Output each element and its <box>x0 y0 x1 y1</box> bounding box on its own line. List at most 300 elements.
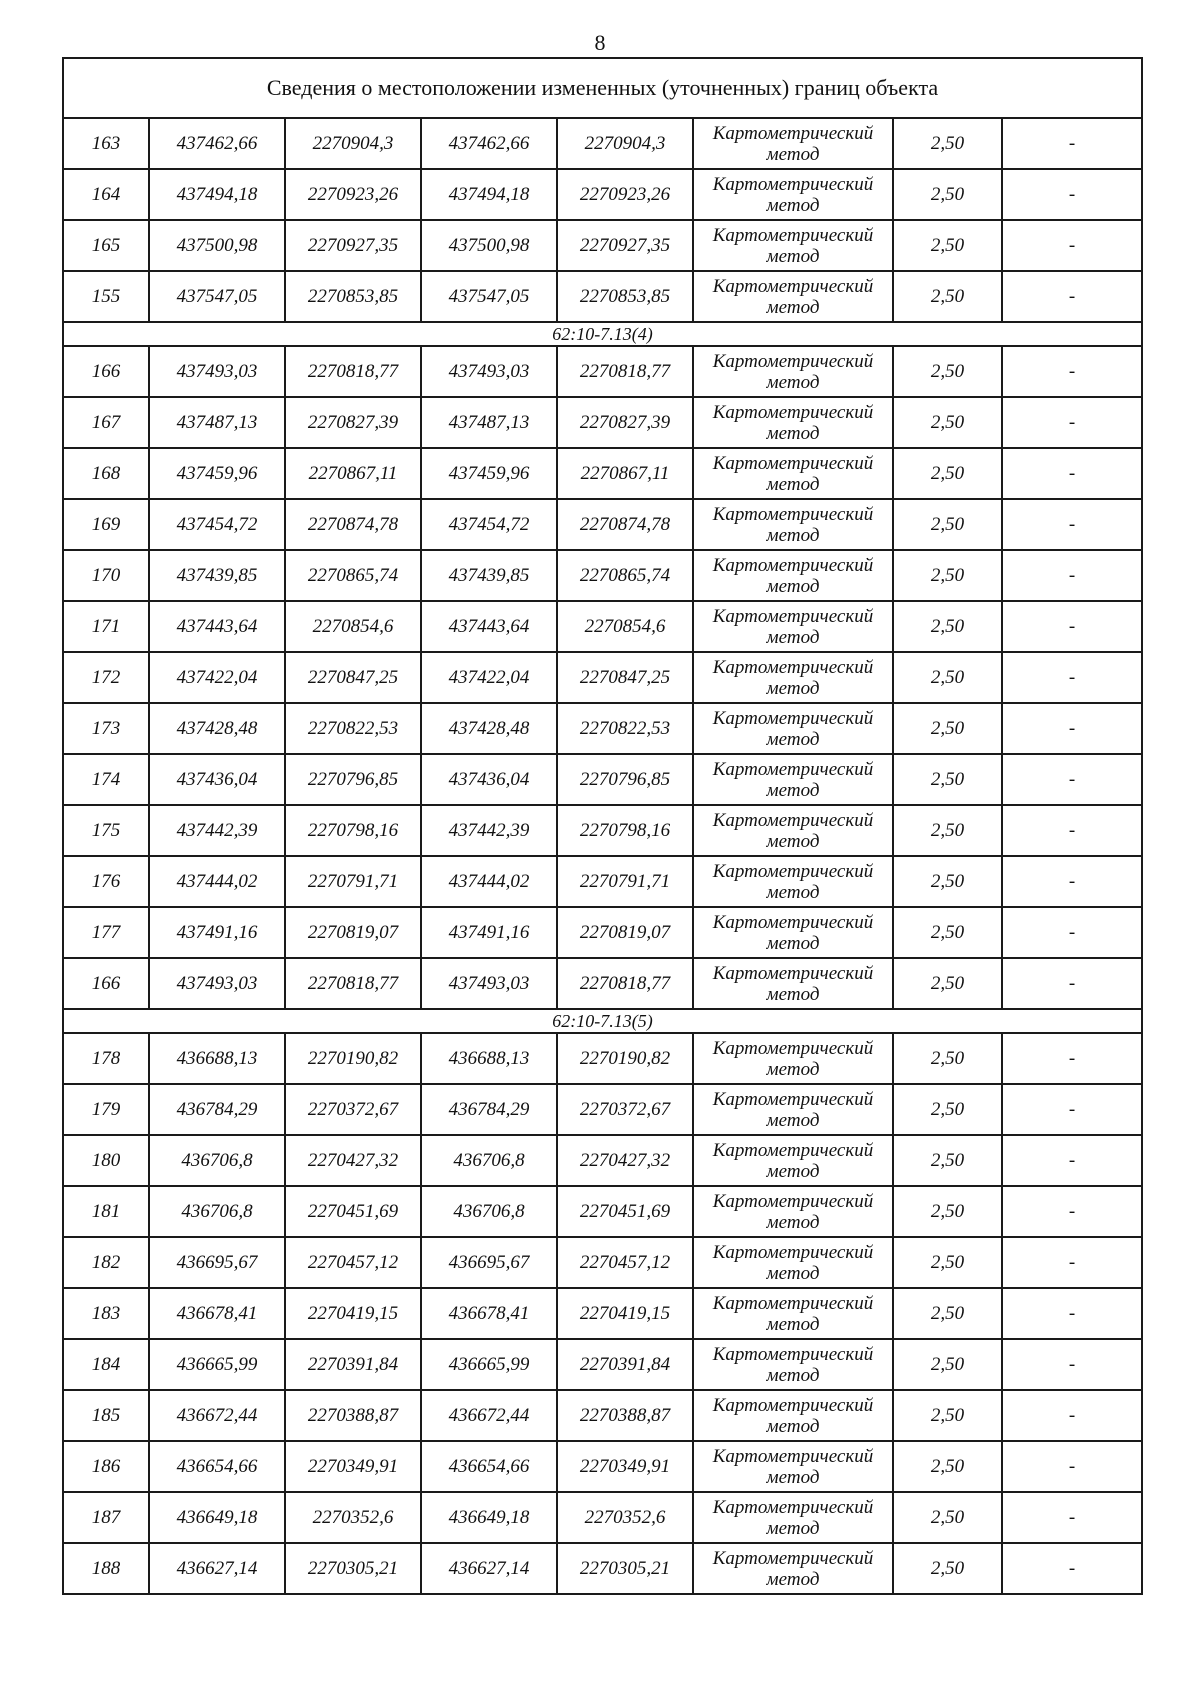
method-text-line: Картометрический <box>712 350 874 372</box>
y-refined-cell: 2270372,67 <box>557 1084 693 1135</box>
point-number-cell: 164 <box>63 169 149 220</box>
point-number-cell: 169 <box>63 499 149 550</box>
accuracy-cell: 2,50 <box>893 397 1002 448</box>
accuracy-cell: 2,50 <box>893 448 1002 499</box>
note-cell: - <box>1002 550 1142 601</box>
method-text-line: метод <box>766 575 820 597</box>
point-number-cell: 180 <box>63 1135 149 1186</box>
table-row <box>63 499 1142 550</box>
method-text-line: метод <box>766 932 820 954</box>
y-refined-cell: 2270827,39 <box>557 397 693 448</box>
method-text-line: метод <box>766 1517 820 1539</box>
accuracy-cell: 2,50 <box>893 1492 1002 1543</box>
x-existing-cell: 437547,05 <box>149 271 285 322</box>
y-existing-cell: 2270796,85 <box>285 754 421 805</box>
table-row <box>63 1492 1142 1543</box>
y-existing-cell: 2270853,85 <box>285 271 421 322</box>
table-row <box>63 220 1142 271</box>
method-text-line: метод <box>766 245 820 267</box>
note-cell: - <box>1002 169 1142 220</box>
x-refined-cell: 437462,66 <box>421 118 557 169</box>
accuracy-cell: 2,50 <box>893 346 1002 397</box>
x-refined-cell: 436627,14 <box>421 1543 557 1594</box>
method-cell <box>693 652 893 703</box>
note-cell: - <box>1002 601 1142 652</box>
method-text-line: Картометрический <box>712 707 874 729</box>
note-cell: - <box>1002 1339 1142 1390</box>
x-refined-cell: 436706,8 <box>421 1186 557 1237</box>
y-existing-cell: 2270798,16 <box>285 805 421 856</box>
table-title: Сведения о местоположении измененных (уточненных) границ объекта <box>63 58 1142 118</box>
x-refined-cell: 437443,64 <box>421 601 557 652</box>
method-text-line: Картометрический <box>712 401 874 423</box>
accuracy-cell: 2,50 <box>893 601 1002 652</box>
note-cell: - <box>1002 1033 1142 1084</box>
accuracy-cell: 2,50 <box>893 1543 1002 1594</box>
x-refined-cell: 436654,66 <box>421 1441 557 1492</box>
y-refined-cell: 2270819,07 <box>557 907 693 958</box>
y-refined-cell: 2270927,35 <box>557 220 693 271</box>
note-cell: - <box>1002 346 1142 397</box>
y-refined-cell: 2270818,77 <box>557 346 693 397</box>
x-refined-cell: 436672,44 <box>421 1390 557 1441</box>
x-refined-cell: 437428,48 <box>421 703 557 754</box>
table-row <box>63 271 1142 322</box>
method-cell <box>693 1084 893 1135</box>
x-existing-cell: 437454,72 <box>149 499 285 550</box>
contour-group-row <box>63 1009 1142 1033</box>
y-existing-cell: 2270427,32 <box>285 1135 421 1186</box>
y-existing-cell: 2270349,91 <box>285 1441 421 1492</box>
table-row <box>63 1084 1142 1135</box>
note-cell: - <box>1002 499 1142 550</box>
method-text-line: Картометрический <box>712 1547 874 1569</box>
accuracy-cell: 2,50 <box>893 1288 1002 1339</box>
x-refined-cell: 436784,29 <box>421 1084 557 1135</box>
method-text-line: Картометрический <box>712 1190 874 1212</box>
method-text-line: Картометрический <box>712 809 874 831</box>
x-existing-cell: 437487,13 <box>149 397 285 448</box>
method-cell <box>693 271 893 322</box>
x-existing-cell: 436784,29 <box>149 1084 285 1135</box>
table-row <box>63 1033 1142 1084</box>
y-refined-cell: 2270853,85 <box>557 271 693 322</box>
accuracy-cell: 2,50 <box>893 1033 1002 1084</box>
x-refined-cell: 437442,39 <box>421 805 557 856</box>
method-cell <box>693 601 893 652</box>
method-text-line: Картометрический <box>712 1343 874 1365</box>
y-existing-cell: 2270819,07 <box>285 907 421 958</box>
table-row <box>63 1543 1142 1594</box>
y-existing-cell: 2270818,77 <box>285 958 421 1009</box>
x-existing-cell: 436695,67 <box>149 1237 285 1288</box>
accuracy-cell: 2,50 <box>893 1339 1002 1390</box>
x-existing-cell: 436706,8 <box>149 1135 285 1186</box>
y-refined-cell: 2270822,53 <box>557 703 693 754</box>
method-cell <box>693 118 893 169</box>
point-number-cell: 185 <box>63 1390 149 1441</box>
point-number-cell: 181 <box>63 1186 149 1237</box>
x-refined-cell: 436678,41 <box>421 1288 557 1339</box>
method-text-line: метод <box>766 881 820 903</box>
method-text-line: метод <box>766 983 820 1005</box>
method-cell <box>693 907 893 958</box>
y-existing-cell: 2270847,25 <box>285 652 421 703</box>
y-existing-cell: 2270791,71 <box>285 856 421 907</box>
note-cell: - <box>1002 1135 1142 1186</box>
page-number: 8 <box>594 30 606 55</box>
y-existing-cell: 2270372,67 <box>285 1084 421 1135</box>
point-number-cell: 155 <box>63 271 149 322</box>
y-existing-cell: 2270822,53 <box>285 703 421 754</box>
y-refined-cell: 2270391,84 <box>557 1339 693 1390</box>
x-existing-cell: 437439,85 <box>149 550 285 601</box>
x-existing-cell: 437493,03 <box>149 958 285 1009</box>
note-cell: - <box>1002 1441 1142 1492</box>
point-number-cell: 163 <box>63 118 149 169</box>
x-refined-cell: 437422,04 <box>421 652 557 703</box>
y-existing-cell: 2270305,21 <box>285 1543 421 1594</box>
method-text-line: метод <box>766 626 820 648</box>
method-cell <box>693 499 893 550</box>
method-cell <box>693 1390 893 1441</box>
point-number-cell: 166 <box>63 958 149 1009</box>
table-row <box>63 856 1142 907</box>
x-refined-cell: 437487,13 <box>421 397 557 448</box>
method-text-line: метод <box>766 830 820 852</box>
method-text-line: метод <box>766 1415 820 1437</box>
point-number-cell: 173 <box>63 703 149 754</box>
note-cell: - <box>1002 652 1142 703</box>
note-cell: - <box>1002 1543 1142 1594</box>
table-row <box>63 907 1142 958</box>
table-row <box>63 397 1142 448</box>
table-row <box>63 1288 1142 1339</box>
method-text-line: метод <box>766 143 820 165</box>
note-cell: - <box>1002 805 1142 856</box>
method-text-line: Картометрический <box>712 452 874 474</box>
y-existing-cell: 2270904,3 <box>285 118 421 169</box>
method-text-line: Картометрический <box>712 1241 874 1263</box>
point-number-cell: 179 <box>63 1084 149 1135</box>
method-text-line: метод <box>766 677 820 699</box>
method-cell <box>693 805 893 856</box>
method-text-line: Картометрический <box>712 1088 874 1110</box>
y-existing-cell: 2270927,35 <box>285 220 421 271</box>
method-cell <box>693 1339 893 1390</box>
point-number-cell: 186 <box>63 1441 149 1492</box>
table-row <box>63 1441 1142 1492</box>
method-text-line: метод <box>766 1466 820 1488</box>
y-existing-cell: 2270818,77 <box>285 346 421 397</box>
note-cell: - <box>1002 220 1142 271</box>
method-cell <box>693 754 893 805</box>
y-refined-cell: 2270865,74 <box>557 550 693 601</box>
accuracy-cell: 2,50 <box>893 907 1002 958</box>
x-refined-cell: 437547,05 <box>421 271 557 322</box>
point-number-cell: 174 <box>63 754 149 805</box>
note-cell: - <box>1002 118 1142 169</box>
x-refined-cell: 437491,16 <box>421 907 557 958</box>
note-cell: - <box>1002 1186 1142 1237</box>
x-refined-cell: 437436,04 <box>421 754 557 805</box>
y-existing-cell: 2270874,78 <box>285 499 421 550</box>
accuracy-cell: 2,50 <box>893 1390 1002 1441</box>
method-text-line: метод <box>766 1262 820 1284</box>
method-text-line: метод <box>766 371 820 393</box>
x-existing-cell: 436678,41 <box>149 1288 285 1339</box>
y-existing-cell: 2270457,12 <box>285 1237 421 1288</box>
x-refined-cell: 437444,02 <box>421 856 557 907</box>
y-refined-cell: 2270349,91 <box>557 1441 693 1492</box>
accuracy-cell: 2,50 <box>893 1237 1002 1288</box>
method-cell <box>693 1186 893 1237</box>
method-text-line: метод <box>766 194 820 216</box>
method-text-line: метод <box>766 728 820 750</box>
y-refined-cell: 2270904,3 <box>557 118 693 169</box>
method-text-line: метод <box>766 1058 820 1080</box>
x-refined-cell: 436688,13 <box>421 1033 557 1084</box>
table-row <box>63 652 1142 703</box>
method-text-line: Картометрический <box>712 1496 874 1518</box>
accuracy-cell: 2,50 <box>893 169 1002 220</box>
y-refined-cell: 2270847,25 <box>557 652 693 703</box>
method-text-line: Картометрический <box>712 1292 874 1314</box>
y-refined-cell: 2270923,26 <box>557 169 693 220</box>
table-row <box>63 958 1142 1009</box>
y-refined-cell: 2270867,11 <box>557 448 693 499</box>
y-existing-cell: 2270352,6 <box>285 1492 421 1543</box>
method-text-line: Картометрический <box>712 962 874 984</box>
x-existing-cell: 437493,03 <box>149 346 285 397</box>
method-text-line: Картометрический <box>712 1445 874 1467</box>
x-refined-cell: 437493,03 <box>421 346 557 397</box>
note-cell: - <box>1002 856 1142 907</box>
table-row <box>63 754 1142 805</box>
table-row <box>63 1237 1142 1288</box>
method-cell <box>693 703 893 754</box>
contour-group-label: 62:10-7.13(5) <box>63 1009 1142 1033</box>
point-number-cell: 182 <box>63 1237 149 1288</box>
y-existing-cell: 2270827,39 <box>285 397 421 448</box>
note-cell: - <box>1002 448 1142 499</box>
table-row <box>63 448 1142 499</box>
accuracy-cell: 2,50 <box>893 805 1002 856</box>
x-existing-cell: 437442,39 <box>149 805 285 856</box>
point-number-cell: 176 <box>63 856 149 907</box>
method-text-line: метод <box>766 1313 820 1335</box>
point-number-cell: 166 <box>63 346 149 397</box>
table-body <box>63 58 1142 1594</box>
y-refined-cell: 2270818,77 <box>557 958 693 1009</box>
y-refined-cell: 2270305,21 <box>557 1543 693 1594</box>
note-cell: - <box>1002 1492 1142 1543</box>
y-existing-cell: 2270388,87 <box>285 1390 421 1441</box>
table-row <box>63 118 1142 169</box>
table-row <box>63 550 1142 601</box>
x-refined-cell: 437494,18 <box>421 169 557 220</box>
method-cell <box>693 448 893 499</box>
method-text-line: метод <box>766 779 820 801</box>
method-cell <box>693 220 893 271</box>
method-text-line: Картометрический <box>712 860 874 882</box>
table-row <box>63 1135 1142 1186</box>
accuracy-cell: 2,50 <box>893 220 1002 271</box>
table-row <box>63 346 1142 397</box>
method-cell <box>693 1492 893 1543</box>
x-refined-cell: 437493,03 <box>421 958 557 1009</box>
method-cell <box>693 1543 893 1594</box>
table-row <box>63 601 1142 652</box>
method-cell <box>693 1033 893 1084</box>
method-text-line: метод <box>766 473 820 495</box>
accuracy-cell: 2,50 <box>893 1186 1002 1237</box>
x-existing-cell: 436665,99 <box>149 1339 285 1390</box>
method-text-line: Картометрический <box>712 503 874 525</box>
accuracy-cell: 2,50 <box>893 652 1002 703</box>
x-existing-cell: 437444,02 <box>149 856 285 907</box>
accuracy-cell: 2,50 <box>893 499 1002 550</box>
note-cell: - <box>1002 907 1142 958</box>
point-number-cell: 184 <box>63 1339 149 1390</box>
accuracy-cell: 2,50 <box>893 1441 1002 1492</box>
method-text-line: метод <box>766 1568 820 1590</box>
y-existing-cell: 2270867,11 <box>285 448 421 499</box>
accuracy-cell: 2,50 <box>893 856 1002 907</box>
y-existing-cell: 2270391,84 <box>285 1339 421 1390</box>
method-text-line: Картометрический <box>712 173 874 195</box>
method-cell <box>693 550 893 601</box>
method-cell <box>693 169 893 220</box>
y-refined-cell: 2270874,78 <box>557 499 693 550</box>
x-refined-cell: 436706,8 <box>421 1135 557 1186</box>
method-text-line: метод <box>766 296 820 318</box>
point-number-cell: 175 <box>63 805 149 856</box>
note-cell: - <box>1002 703 1142 754</box>
y-refined-cell: 2270791,71 <box>557 856 693 907</box>
y-refined-cell: 2270854,6 <box>557 601 693 652</box>
x-existing-cell: 436654,66 <box>149 1441 285 1492</box>
table-row <box>63 1339 1142 1390</box>
x-existing-cell: 437491,16 <box>149 907 285 958</box>
x-existing-cell: 436627,14 <box>149 1543 285 1594</box>
method-cell <box>693 1135 893 1186</box>
x-existing-cell: 437462,66 <box>149 118 285 169</box>
y-refined-cell: 2270388,87 <box>557 1390 693 1441</box>
y-refined-cell: 2270796,85 <box>557 754 693 805</box>
x-existing-cell: 437422,04 <box>149 652 285 703</box>
point-number-cell: 177 <box>63 907 149 958</box>
method-cell <box>693 346 893 397</box>
method-cell <box>693 958 893 1009</box>
x-existing-cell: 436649,18 <box>149 1492 285 1543</box>
point-number-cell: 170 <box>63 550 149 601</box>
method-text-line: метод <box>766 524 820 546</box>
note-cell: - <box>1002 1084 1142 1135</box>
accuracy-cell: 2,50 <box>893 550 1002 601</box>
accuracy-cell: 2,50 <box>893 754 1002 805</box>
note-cell: - <box>1002 754 1142 805</box>
y-existing-cell: 2270865,74 <box>285 550 421 601</box>
table-title-row <box>63 58 1142 118</box>
table-row <box>63 1390 1142 1441</box>
accuracy-cell: 2,50 <box>893 118 1002 169</box>
point-number-cell: 168 <box>63 448 149 499</box>
method-text-line: Картометрический <box>712 1394 874 1416</box>
contour-group-label: 62:10-7.13(4) <box>63 322 1142 346</box>
x-existing-cell: 437494,18 <box>149 169 285 220</box>
method-text-line: Картометрический <box>712 1139 874 1161</box>
accuracy-cell: 2,50 <box>893 703 1002 754</box>
x-refined-cell: 436649,18 <box>421 1492 557 1543</box>
method-cell <box>693 1441 893 1492</box>
method-text-line: Картометрический <box>712 605 874 627</box>
method-text-line: метод <box>766 1160 820 1182</box>
accuracy-cell: 2,50 <box>893 958 1002 1009</box>
x-refined-cell: 437439,85 <box>421 550 557 601</box>
note-cell: - <box>1002 1237 1142 1288</box>
method-text-line: Картометрический <box>712 224 874 246</box>
accuracy-cell: 2,50 <box>893 271 1002 322</box>
method-cell <box>693 1237 893 1288</box>
method-cell <box>693 856 893 907</box>
note-cell: - <box>1002 271 1142 322</box>
method-cell <box>693 397 893 448</box>
x-existing-cell: 437428,48 <box>149 703 285 754</box>
method-text-line: Картометрический <box>712 554 874 576</box>
x-existing-cell: 436706,8 <box>149 1186 285 1237</box>
x-existing-cell: 437443,64 <box>149 601 285 652</box>
note-cell: - <box>1002 397 1142 448</box>
y-existing-cell: 2270854,6 <box>285 601 421 652</box>
table-row <box>63 169 1142 220</box>
method-text-line: Картометрический <box>712 911 874 933</box>
x-existing-cell: 437436,04 <box>149 754 285 805</box>
y-refined-cell: 2270427,32 <box>557 1135 693 1186</box>
y-refined-cell: 2270352,6 <box>557 1492 693 1543</box>
x-refined-cell: 437454,72 <box>421 499 557 550</box>
y-existing-cell: 2270451,69 <box>285 1186 421 1237</box>
x-refined-cell: 436665,99 <box>421 1339 557 1390</box>
note-cell: - <box>1002 1288 1142 1339</box>
contour-group-row <box>63 322 1142 346</box>
point-number-cell: 183 <box>63 1288 149 1339</box>
y-existing-cell: 2270190,82 <box>285 1033 421 1084</box>
y-refined-cell: 2270798,16 <box>557 805 693 856</box>
y-existing-cell: 2270419,15 <box>285 1288 421 1339</box>
point-number-cell: 172 <box>63 652 149 703</box>
note-cell: - <box>1002 1390 1142 1441</box>
note-cell: - <box>1002 958 1142 1009</box>
method-text-line: Картометрический <box>712 758 874 780</box>
x-existing-cell: 436672,44 <box>149 1390 285 1441</box>
accuracy-cell: 2,50 <box>893 1135 1002 1186</box>
x-refined-cell: 437459,96 <box>421 448 557 499</box>
method-text-line: метод <box>766 1211 820 1233</box>
y-existing-cell: 2270923,26 <box>285 169 421 220</box>
point-number-cell: 165 <box>63 220 149 271</box>
boundary-coordinates-table <box>62 57 1143 1595</box>
method-text-line: метод <box>766 1364 820 1386</box>
method-text-line: метод <box>766 422 820 444</box>
table-row <box>63 1186 1142 1237</box>
y-refined-cell: 2270190,82 <box>557 1033 693 1084</box>
table-row <box>63 703 1142 754</box>
method-text-line: Картометрический <box>712 656 874 678</box>
x-existing-cell: 436688,13 <box>149 1033 285 1084</box>
y-refined-cell: 2270457,12 <box>557 1237 693 1288</box>
table-row <box>63 805 1142 856</box>
